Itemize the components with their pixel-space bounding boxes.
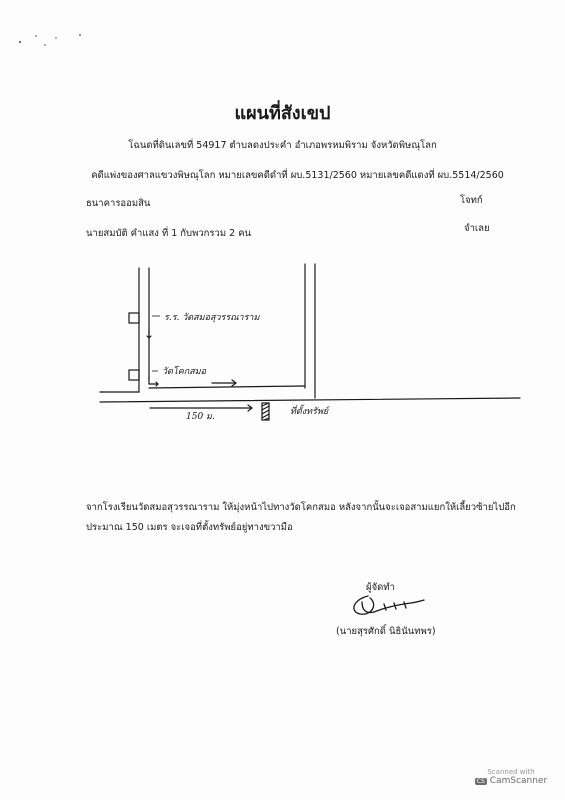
- page-title: แผนที่สังเขป: [234, 103, 331, 124]
- map-property-label: ที่ตั้งทรัพย์: [290, 407, 329, 417]
- plaintiff-name: ธนาคารออมสิน: [86, 198, 151, 209]
- defendant-name: นายสมบัติ คำแสง ที่ 1 กับพวกรวม 2 คน: [86, 228, 252, 239]
- watermark-brand: [471, 776, 551, 786]
- map-label-school: ร.ร. วัดสมอสุวรรณาราม: [164, 313, 260, 323]
- watermark-brand-text: CamScanner: [489, 776, 548, 786]
- map-distance-label: 150 ม.: [186, 412, 215, 422]
- directions-line-2: ประมาณ 150 เมตร จะเจอที่ตั้งทรัพย์อยู่ทางขวามือ: [86, 522, 293, 533]
- plaintiff-role: โจทก์: [460, 195, 483, 206]
- camscanner-logo-icon: CS: [476, 778, 485, 785]
- camscanner-watermark: [471, 768, 551, 786]
- signer-name: (นายสุรศักดิ์ นิธินันทพร): [336, 626, 436, 637]
- defendant-role: จำเลย: [464, 223, 490, 234]
- map-label-temple: วัดโคกสมอ: [162, 367, 207, 377]
- watermark-top-text: Scanned with: [487, 768, 535, 776]
- case-line: คดีแพ่งของศาลแขวงพิษณุโลก หมายเลขคดีดำที่ ผบ.5131/2560 หมายเลขคดีแดงที่ ผบ.5514/2560: [91, 170, 504, 181]
- deed-line: โฉนดที่ดินเลขที่ 54917 ตำบลดงประคำ อำเภอพรหมพิราม จังหวัดพิษณุโลก: [128, 140, 437, 151]
- directions-line-1: จากโรงเรียนวัดสมอสุวรรณาราม ให้มุ่งหน้าไปทางวัดโคกสมอ หลังจากนั้นจะเจอสามแยกให้เลี้ยวซ้ายไปอีก: [86, 502, 516, 513]
- signature-label: ผู้จัดทำ: [366, 582, 395, 593]
